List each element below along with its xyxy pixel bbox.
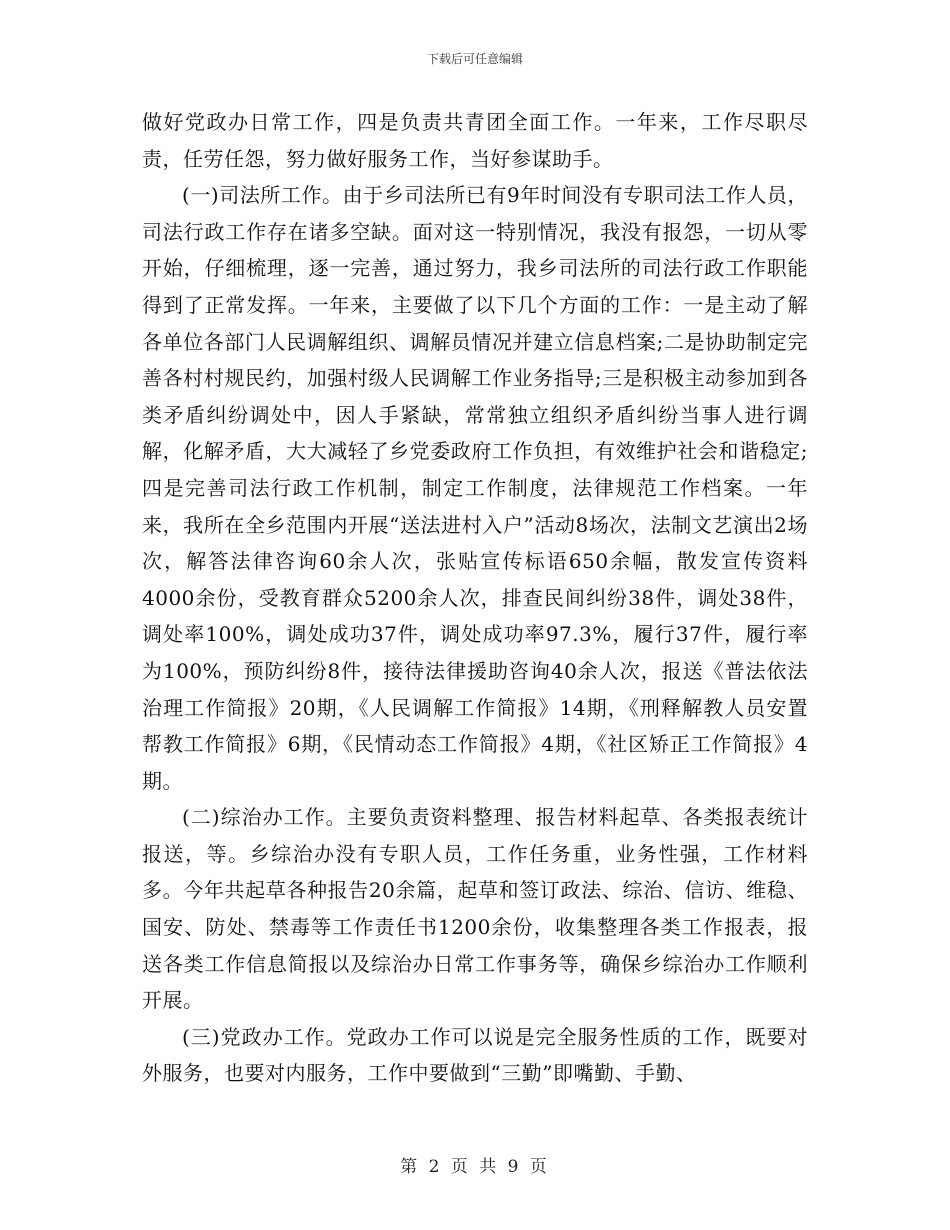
page-header-note: 下载后可任意编辑 [426, 52, 523, 66]
paragraph-party-office: (三)党政办工作。党政办工作可以说是完全服务性质的工作，既要对外服务，也要对内服务，工作中要做到“三勤”即嘴勤、手勤、 [142, 1024, 808, 1086]
paragraph-intro: 做好党政办日常工作，四是负责共青团全面工作。一年来，工作尽职尽责，任劳任怨，努力做好服务工作，当好参谋助手。 [142, 110, 808, 171]
paragraph-comprehensive-office: (二)综治办工作。主要负责资料整理、报告材料起草、各类报表统计报送，等。乡综治办没有专职人员，工作任务重，业务性强，工作材料多。今年共起草各种报告20余篇，起草和签订政法、综治、信访、维稳、国安、防处、禁毒等工作责任书1200余份，收集整理各类工作报表，报送各类工作信息简报以及综治办日常工作事务等，确保乡综治办工作顺利开展。 [142, 805, 808, 1013]
document-body [142, 104, 808, 1092]
paragraph-judicial-office: (一)司法所工作。由于乡司法所已有9年时间没有专职司法工作人员，司法行政工作存在诸多空缺。面对这一特别情况，我没有报怨，一切从零开始，仔细梳理，逐一完善，通过努力，我乡司法所的司法行政工作职能得到了正常发挥。一年来，主要做了以下几个方面的工作：一是主动了解各单位各部门人民调解组织、调解员情况并建立信息档案;二是协助制定完善各村村规民约，加强村级人民调解工作业务指导;三是积极主动参加到各类矛盾纠纷调处中，因人手紧缺，常常独立组织矛盾纠纷当事人进行调解，化解矛盾，大大减轻了乡党委政府工作负担，有效维护社会和谐稳定;四是完善司法行政工作机制，制定工作制度，法律规范工作档案。一年来，我所在全乡范围内开展“送法进村入户”活动8场次，法制文艺演出2场次，解答法律咨询60余人次，张贴宣传标语650余幅，散发宣传资料4000余份，受教育群众5200余人次，排查民间纠纷38件，调处38件，调处率100%，调处成功37件，调处成功率97.3%，履行37件，履行率为100%，预防纠纷8件，接待法律援助咨询40余人次，报送《普法依法治理工作简报》20期，《人民调解工作简报》14期，《刑释解教人员安置帮教工作简报》6期，《民情动态工作简报》4期，《社区矫正工作简报》4期。 [142, 183, 808, 793]
page-number: 第 2 页 共 9 页 [400, 1157, 550, 1177]
